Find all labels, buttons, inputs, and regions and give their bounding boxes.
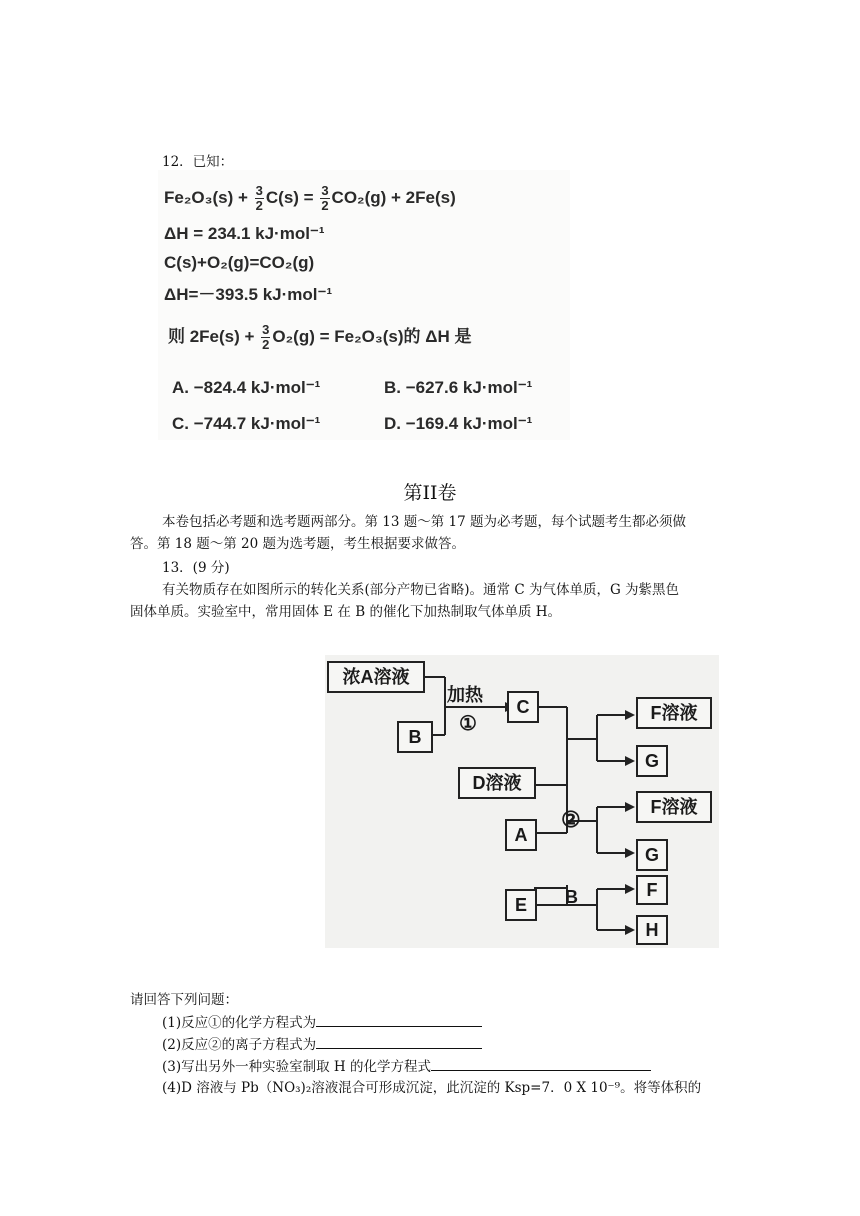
- eq1-right: CO₂(g) + 2Fe(s): [331, 187, 456, 207]
- equation-2: C(s)+O₂(g)=CO₂(g): [164, 253, 315, 272]
- fraction: $\frac{3}{2}$: [321, 183, 329, 213]
- delta-h-2: ΔH=－393.5 kJ·mol⁻¹: [164, 285, 333, 304]
- question-1-text: (1)反应①的化学方程式为: [162, 1015, 317, 1031]
- box-e: E: [505, 889, 537, 921]
- intro-line-1: 本卷包括必考题和选考题两部分。第 13 题～第 17 题为必考题，每个试题考生都必须做: [162, 514, 687, 530]
- question-3: [162, 1056, 651, 1077]
- label-reaction-2: ②: [561, 807, 581, 832]
- box-h: H: [636, 915, 668, 945]
- section-title: 第II卷: [403, 482, 457, 504]
- box-conc-a-solution: 浓A溶液: [327, 661, 425, 693]
- option-a: A. −824.4 kJ·mol⁻¹: [172, 378, 321, 397]
- q12-equation-image: [158, 170, 570, 440]
- question-4: (4)D 溶液与 Pb（NO₃)₂溶液混合可形成沉淀，此沉淀的 Ksp=7．0 X 10⁻⁹。将等体积的: [162, 1080, 702, 1096]
- answer-blank-1[interactable]: [316, 1012, 482, 1027]
- question-3-text: (3)写出另外一种实验室制取 H 的化学方程式: [162, 1059, 431, 1075]
- option-b: B. −627.6 kJ·mol⁻¹: [384, 378, 533, 397]
- fraction: $\frac{3}{2}$: [262, 322, 270, 353]
- box-d-solution: D溶液: [458, 767, 536, 799]
- box-f-solution-2: F溶液: [636, 791, 712, 823]
- q13-head: 13．(9 分): [162, 560, 230, 576]
- label-b-catalyst: B: [565, 887, 578, 907]
- box-g-1: G: [636, 745, 668, 777]
- delta-h-1: ΔH = 234.1 kJ·mol⁻¹: [164, 224, 325, 243]
- box-g-2: G: [636, 839, 668, 871]
- question-2-text: (2)反应②的离子方程式为: [162, 1037, 317, 1053]
- box-c: C: [507, 691, 539, 723]
- q13-line-1: 有关物质存在如图所示的转化关系(部分产物已省略)。通常 C 为气体单质，G 为紫黑色: [162, 582, 680, 598]
- equation-1: [164, 184, 456, 213]
- eq1-mid: C(s) =: [265, 187, 319, 207]
- answer-blank-2[interactable]: [316, 1034, 482, 1049]
- q13-line-2: 固体单质。实验室中，常用固体 E 在 B 的催化下加热制取气体单质 H。: [130, 604, 562, 620]
- label-heat: 加热: [447, 685, 483, 705]
- question-ask: [168, 322, 471, 352]
- option-d: D. −169.4 kJ·mol⁻¹: [384, 414, 533, 433]
- intro-line-2: 答。第 18 题～第 20 题为选考题，考生根据要求做答。: [130, 536, 466, 552]
- conversion-diagram: [325, 655, 719, 948]
- option-c: C. −744.7 kJ·mol⁻¹: [172, 414, 321, 433]
- questions-prompt: 请回答下列问题：: [130, 992, 238, 1008]
- ask-left: 则 2Fe(s) +: [168, 327, 260, 346]
- box-f: F: [636, 875, 668, 905]
- question-2: [162, 1034, 482, 1055]
- box-f-solution-1: F溶液: [636, 697, 712, 729]
- eq1-left: Fe₂O₃(s) +: [164, 187, 253, 207]
- question-1: [162, 1012, 482, 1033]
- fraction: $\frac{3}{2}$: [255, 183, 263, 213]
- box-b: B: [397, 721, 433, 753]
- answer-blank-3[interactable]: [431, 1056, 651, 1071]
- q12-intro: 12．已知：: [162, 154, 234, 170]
- label-reaction-1: ①: [459, 713, 477, 735]
- ask-right: O₂(g) = Fe₂O₃(s)的 ΔH 是: [272, 327, 472, 346]
- box-a: A: [505, 819, 537, 851]
